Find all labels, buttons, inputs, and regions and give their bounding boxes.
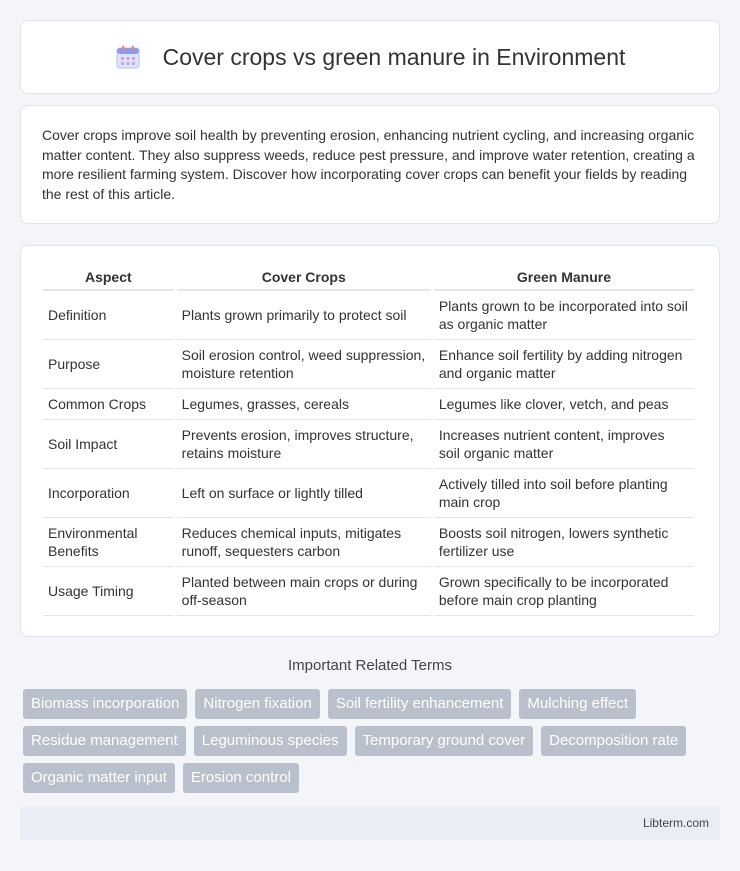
table-row [43,469,694,518]
comparison-table [40,265,697,616]
row-aspect: Purpose [43,340,174,389]
comparison-table-card [20,245,720,637]
row-aspect: Common Crops [43,389,174,420]
table-row [43,518,694,567]
tag-mulching-effect[interactable]: Mulching effect [519,689,636,719]
related-terms-list [23,689,723,793]
table-row [43,389,694,420]
row-cover-crops: Left on surface or lightly tilled [177,469,431,518]
row-green-manure: Enhance soil fertility by adding nitrogen and organic matter [434,340,694,389]
tag-organic-matter-input[interactable]: Organic matter input [23,763,175,793]
tag-nitrogen-fixation[interactable]: Nitrogen fixation [195,689,319,719]
header-aspect: Aspect [43,265,174,291]
table-header-row [43,265,694,291]
row-green-manure: Grown specifically to be incorporated before main crop planting [434,567,694,616]
table-row [43,420,694,469]
row-aspect: Environmental Benefits [43,518,174,567]
table-row [43,291,694,340]
tag-soil-fertility-enhancement[interactable]: Soil fertility enhancement [328,689,512,719]
row-cover-crops: Planted between main crops or during off-season [177,567,431,616]
intro-card [20,105,720,224]
footer-site-link[interactable]: Libterm.com [642,816,709,830]
header-cover-crops: Cover Crops [177,265,431,291]
row-aspect: Soil Impact [43,420,174,469]
row-green-manure: Increases nutrient content, improves soil organic matter [434,420,694,469]
row-green-manure: Legumes like clover, vetch, and peas [434,389,694,420]
row-aspect: Usage Timing [43,567,174,616]
tag-biomass-incorporation[interactable]: Biomass incorporation [23,689,187,719]
row-cover-crops: Reduces chemical inputs, mitigates runoff, sequesters carbon [177,518,431,567]
related-terms-heading: Important Related Terms [288,657,452,674]
row-aspect: Definition [43,291,174,340]
tag-decomposition-rate[interactable]: Decomposition rate [541,726,686,756]
row-green-manure: Actively tilled into soil before planting main crop [434,469,694,518]
table-row [43,340,694,389]
row-cover-crops: Soil erosion control, weed suppression, moisture retention [177,340,431,389]
row-green-manure: Plants grown to be incorporated into soil as organic matter [434,291,694,340]
row-cover-crops: Prevents erosion, improves structure, retains moisture [177,420,431,469]
row-aspect: Incorporation [43,469,174,518]
page-title: Cover crops vs green manure in Environment [162,43,626,70]
title-card [20,20,720,94]
tag-leguminous-species[interactable]: Leguminous species [194,726,347,756]
row-green-manure: Boosts soil nitrogen, lowers synthetic fertilizer use [434,518,694,567]
table-row [43,567,694,616]
header-green-manure: Green Manure [434,265,694,291]
row-cover-crops: Legumes, grasses, cereals [177,389,431,420]
intro-paragraph: Cover crops improve soil health by preventing erosion, enhancing nutrient cycling, and increasing organic matter content. They also suppress weeds, reduce pest pressure, and improve water retention, creating a more resilient farming system. Discover how incorporating cover crops can benefit your fields by reading the rest of this article. [42,127,695,202]
footer [20,807,720,840]
row-cover-crops: Plants grown primarily to protect soil [177,291,431,340]
tag-residue-management[interactable]: Residue management [23,726,186,756]
calendar-icon [115,44,141,70]
tag-temporary-ground-cover[interactable]: Temporary ground cover [355,726,534,756]
tag-erosion-control[interactable]: Erosion control [183,763,299,793]
